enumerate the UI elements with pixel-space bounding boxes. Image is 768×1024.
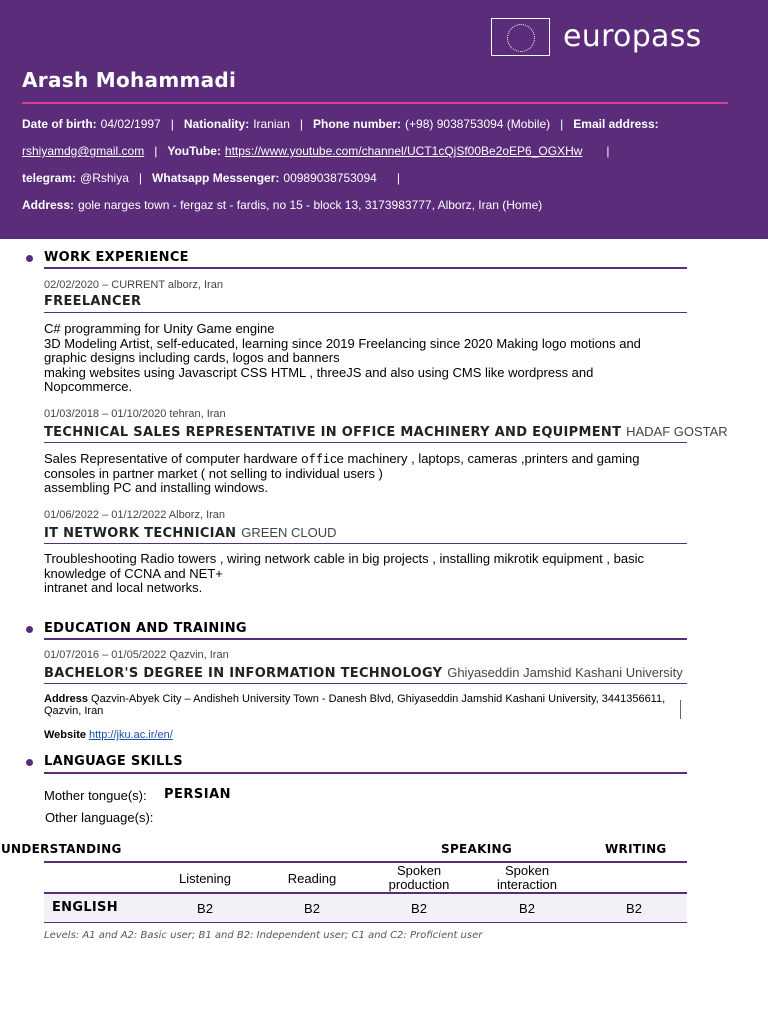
email-link[interactable]: rshiyamdg@gmail.com [22,144,145,158]
education-address: Address Qazvin-Abyek City – Andisheh University Town - Danesh Blvd, Ghiyaseddin Jamshid Kashani University, 3441356611, Qazvin, Iran [44,693,666,717]
education-website: Website http://jku.ac.ir/en/ [44,729,173,741]
section-bullet [26,759,33,766]
job-divider [44,543,687,544]
writing-header: WRITING [605,842,667,856]
eu-stars-icon [507,24,535,52]
writing-level: B2 [626,901,642,916]
reading-level: B2 [304,901,320,916]
language-section-title: LANGUAGE SKILLS [44,754,183,769]
dob-label: Date of birth: [22,117,97,131]
table-header-divider [44,861,687,863]
education-meta: 01/07/2016 – 01/05/2022 Qazvin, Iran [44,649,229,661]
phone-value: (+98) 9038753094 (Mobile) [405,117,551,131]
work-section-title: WORK EXPERIENCE [44,250,189,265]
contact-line-2: rshiyamdg@gmail.com | YouTube: https://www.youtube.com/channel/UCT1cQjSf00Be2oEP6_OGXHw | [22,144,610,158]
email-label: Email address: [573,117,659,131]
address-value: gole narges town - fergaz st - fardis, no 15 - block 13, 3173983777, Alborz, Iran (Home) [78,198,543,212]
spoken-interaction-header: Spoken interaction [497,863,557,892]
section-bullet [26,255,33,262]
contact-line-4 [22,198,542,212]
job-meta: 01/06/2022 – 01/12/2022 Alborz, Iran [44,509,226,521]
section-divider [44,267,687,269]
table-bottom-divider [44,922,687,923]
eu-flag-logo [491,18,550,56]
degree-divider [44,683,687,684]
listening-header: Listening [178,871,232,886]
name-divider [22,102,728,104]
youtube-label: YouTube: [167,144,221,158]
levels-note: Levels: A1 and A2: Basic user; B1 and B2: Independent user; C1 and C2: Proficient user [44,930,483,941]
reading-header: Reading [287,871,337,886]
section-divider [44,772,687,774]
understanding-header: UNDERSTANDING [1,842,122,856]
mother-tongue-label: Mother tongue(s): [44,788,147,803]
job-title: FREELANCER [44,294,142,309]
person-name: Arash Mohammadi [22,68,237,92]
job-meta: 02/02/2020 – CURRENT alborz, Iran [44,279,223,291]
job-description: Sales Representative of computer hardware office machinery , laptops, cameras ,printers and gaming consoles in partner market ( not selling to individual users ) assembling PC and installing windows. [44,451,640,496]
telegram-value: @Rshiya [80,171,129,185]
mother-tongue-value: PERSIAN [164,787,232,802]
phone-label: Phone number: [313,117,402,131]
contact-line-3: telegram: @Rshiya | Whatsapp Messenger: 00989038753094 | [22,171,400,185]
dob-value: 04/02/1997 [100,117,161,131]
nationality-label: Nationality: [183,117,250,131]
job-description: C# programming for Unity Game engine 3D Modeling Artist, self-educated, learning since 2019 Freelancing since 2020 Making logo motions and graphic designs including cards, logos and banners making websites using Javascript CSS HTML , threeJS and also using CMS like wordpress and Nopcommerce. [44,321,641,395]
telegram-label: telegram: [22,171,77,185]
address-label: Address: [22,198,75,212]
degree-title: BACHELOR'S DEGREE IN INFORMATION TECHNOLOGY Ghiyaseddin Jamshid Kashani University [44,665,683,681]
job-divider [44,442,687,443]
job-title: IT NETWORK TECHNICIAN GREEN CLOUD [44,525,337,541]
listening-level: B2 [197,901,213,916]
table-row [44,894,687,922]
whatsapp-label: Whatsapp Messenger: [152,171,280,185]
other-languages-label: Other language(s): [45,810,154,825]
nationality-value: Iranian [253,117,290,131]
website-link[interactable]: http://jku.ac.ir/en/ [88,729,173,741]
job-divider [44,312,687,313]
text-cursor [680,700,681,719]
job-title: TECHNICAL SALES REPRESENTATIVE IN OFFICE MACHINERY AND EQUIPMENT HADAF GOSTAR [44,424,728,440]
job-meta: 01/03/2018 – 01/10/2020 tehran, Iran [44,408,226,420]
europass-brand: europass [563,19,702,54]
contact-line-1: Date of birth: 04/02/1997 | Nationality: Iranian | Phone number: (+98) 9038753094 (Mobile) | Email address: [22,117,659,131]
spoken-production-header: Spoken production [388,863,450,892]
section-bullet [26,626,33,633]
spoken-production-level: B2 [411,901,427,916]
job-description: Troubleshooting Radio towers , wiring network cable in big projects , installing mikrotik equipment , basic knowledge of CCNA and NET+ intranet and local networks. [44,551,644,596]
spoken-interaction-level: B2 [519,901,535,916]
education-section-title: EDUCATION AND TRAINING [44,621,247,636]
language-name: ENGLISH [52,900,118,915]
youtube-link[interactable]: https://www.youtube.com/channel/UCT1cQjSf00Be2oEP6_OGXHw [224,144,583,158]
cv-header [0,0,768,239]
section-divider [44,638,687,640]
speaking-header: SPEAKING [441,842,512,856]
whatsapp-value: 00989038753094 [283,171,377,185]
